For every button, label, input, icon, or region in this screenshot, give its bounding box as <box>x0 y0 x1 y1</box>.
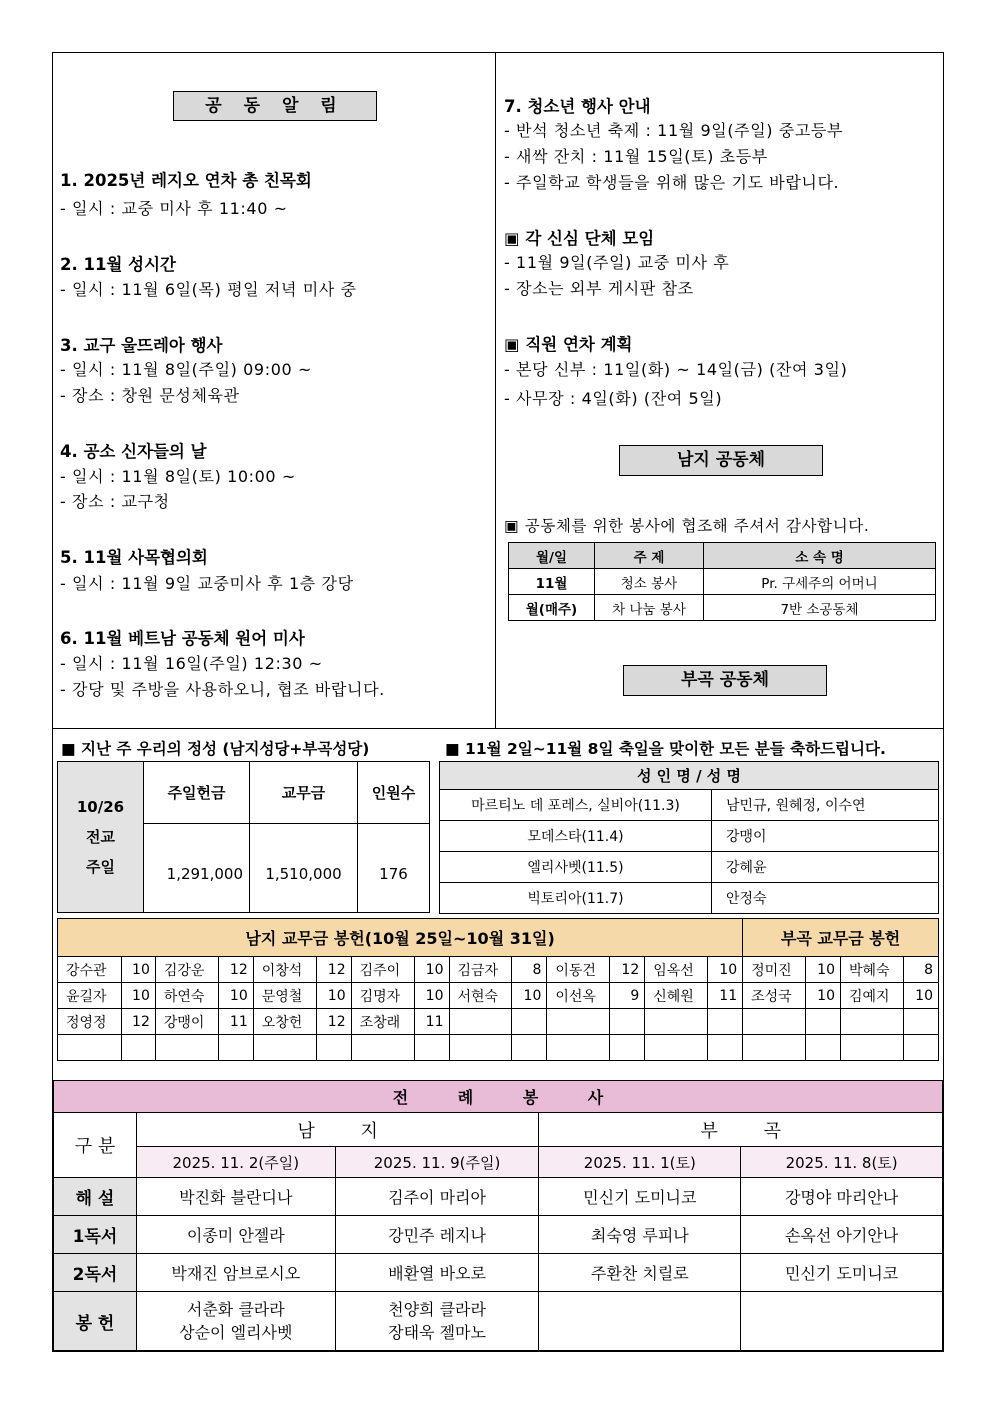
empty-cell <box>351 1035 414 1061</box>
notice-line: - 일시 : 11월 16일(주일) 12:30 ~ <box>60 654 323 673</box>
notice-line: - 일시 : 11월 9일 교중미사 후 1층 강당 <box>60 574 354 593</box>
header-dues: 교무금 <box>250 762 358 824</box>
table-row <box>509 595 936 621</box>
donor-name: 김금자 <box>449 957 512 983</box>
donor-amount: 11 <box>218 1009 253 1035</box>
donor-amount <box>806 1009 841 1035</box>
donor-name <box>547 1009 610 1035</box>
date-header: 2025. 11. 2(주일) <box>136 1147 335 1178</box>
cell-saint: 마르티노 데 포레스, 실비아(11.3) <box>440 790 712 821</box>
donor-name: 서현숙 <box>449 983 512 1009</box>
notice-heading: 7. 청소년 행사 안내 <box>504 97 651 116</box>
namji-label: 남 지 <box>136 1113 539 1147</box>
notice-line: - 일시 : 11월 8일(토) 10:00 ~ <box>60 467 296 486</box>
notice-line: - 장소 : 교구청 <box>60 492 170 511</box>
empty-cell <box>58 1035 122 1061</box>
namji-service-table <box>508 542 936 621</box>
donor-amount: 10 <box>806 957 841 983</box>
cell-date: 월(매주) <box>509 595 595 621</box>
table-row <box>440 790 939 821</box>
notices-section <box>53 53 943 729</box>
donor-name: 정미진 <box>743 957 806 983</box>
bugok-label: 부 곡 <box>539 1113 943 1147</box>
donor-name: 문영철 <box>253 983 316 1009</box>
donation-table <box>57 918 939 1061</box>
donor-amount: 12 <box>610 957 645 983</box>
offering-date-cell <box>58 762 144 913</box>
notice-heading: 6. 11월 베트남 공동체 원어 미사 <box>60 629 305 648</box>
notice-line: - 사무장 : 4일(화) (잔여 5일) <box>504 389 723 408</box>
assignee <box>741 1292 943 1351</box>
assignee: 강민주 레지나 <box>335 1216 539 1254</box>
table-row <box>440 883 939 914</box>
assignee: 주환찬 치릴로 <box>539 1254 741 1292</box>
table-row <box>58 1035 939 1061</box>
role-label: 2독서 <box>54 1254 137 1292</box>
col-header-topic: 주 제 <box>595 543 704 569</box>
table-row <box>509 569 936 595</box>
assignee-name: 천양희 클라라 <box>388 1300 486 1319</box>
empty-cell <box>708 1035 743 1061</box>
liturgy-title: 전 례 봉 사 <box>54 1081 943 1113</box>
empty-cell <box>806 1035 841 1061</box>
value-dues: 1,510,000 <box>250 824 358 913</box>
donor-name: 이선옥 <box>547 983 610 1009</box>
table-row <box>440 852 939 883</box>
table-row <box>54 1292 943 1351</box>
table-row <box>440 821 939 852</box>
assignee-name: 상순이 엘리사벳 <box>179 1323 293 1342</box>
donor-name <box>841 1009 904 1035</box>
empty-cell <box>155 1035 218 1061</box>
assignee <box>539 1292 741 1351</box>
assignee: 박진화 블란디나 <box>136 1178 335 1216</box>
cell-names: 강맹이 <box>712 821 939 852</box>
donor-amount: 10 <box>316 983 351 1009</box>
role-label: 1독서 <box>54 1216 137 1254</box>
assignee-name: 장태욱 젤마노 <box>388 1323 486 1342</box>
notice-heading: 5. 11월 사목협의회 <box>60 548 208 567</box>
cell-saint: 빅토리아(11.7) <box>440 883 712 914</box>
role-label: 봉 헌 <box>54 1292 137 1351</box>
donor-amount: 10 <box>121 983 155 1009</box>
empty-cell <box>316 1035 351 1061</box>
notice-line: - 11월 9일(주일) 교중 미사 후 <box>504 253 730 272</box>
empty-cell <box>414 1035 449 1061</box>
donor-name: 정영정 <box>58 1009 122 1035</box>
offering-date: 10/26 <box>76 798 125 816</box>
donor-amount <box>708 1009 743 1035</box>
cell-names: 강혜윤 <box>712 852 939 883</box>
donor-amount: 10 <box>512 983 547 1009</box>
notices-title: 공 동 알 림 <box>173 91 377 121</box>
table-row <box>58 1009 939 1035</box>
donor-name: 김주이 <box>351 957 414 983</box>
date-header: 2025. 11. 9(주일) <box>335 1147 539 1178</box>
empty-cell <box>645 1035 708 1061</box>
empty-cell <box>218 1035 253 1061</box>
notice-line: - 일시 : 11월 8일(주일) 09:00 ~ <box>60 360 312 379</box>
offering-date-line: 전교 <box>86 828 115 846</box>
notice-line: - 일시 : 11월 6일(목) 평일 저녁 미사 중 <box>60 280 357 299</box>
assignee: 배환열 바오로 <box>335 1254 539 1292</box>
assignee: 강명야 마리안나 <box>741 1178 943 1216</box>
donor-name: 조창래 <box>351 1009 414 1035</box>
donor-amount: 10 <box>121 957 155 983</box>
donor-name: 김명자 <box>351 983 414 1009</box>
notice-line: - 반석 청소년 축제 : 11월 9일(주일) 중고등부 <box>504 121 844 140</box>
empty-cell <box>121 1035 155 1061</box>
donor-name: 강맹이 <box>155 1009 218 1035</box>
empty-cell <box>253 1035 316 1061</box>
donor-amount: 10 <box>218 983 253 1009</box>
cell-topic: 청소 봉사 <box>595 569 704 595</box>
table-row <box>54 1254 943 1292</box>
assignee-name: 서춘화 클라라 <box>186 1300 285 1319</box>
table-row <box>58 983 939 1009</box>
notice-line: - 장소는 외부 게시판 참조 <box>504 279 694 298</box>
notice-heading: 2. 11월 성시간 <box>60 255 176 274</box>
donor-name: 오창헌 <box>253 1009 316 1035</box>
notice-line: - 새싹 잔치 : 11월 15일(토) 초등부 <box>504 147 768 166</box>
bugok-community-title: 부곡 공동체 <box>623 665 827 696</box>
role-label: 해 설 <box>54 1178 137 1216</box>
cell-group: Pr. 구세주의 어머니 <box>704 569 936 595</box>
cell-saint: 모데스타(11.4) <box>440 821 712 852</box>
donor-name: 이동건 <box>547 957 610 983</box>
donor-name: 하연숙 <box>155 983 218 1009</box>
namji-donation-header: 남지 교무금 봉헌(10월 25일~10월 31일) <box>58 919 743 957</box>
assignee: 손옥선 아기안나 <box>741 1216 943 1254</box>
liturgy-table <box>53 1080 943 1351</box>
donor-name: 이창석 <box>253 957 316 983</box>
donor-name: 김강운 <box>155 957 218 983</box>
notice-heading: ▣ 각 신심 단체 모임 <box>504 229 655 248</box>
cell-date: 11월 <box>509 569 595 595</box>
offering-section <box>53 729 943 1069</box>
table-row <box>54 1216 943 1254</box>
bulletin-page <box>52 52 944 1352</box>
header-sunday-offering: 주일헌금 <box>144 762 250 824</box>
cell-topic: 차 나눔 봉사 <box>595 595 704 621</box>
table-row <box>54 1178 943 1216</box>
namji-community-title: 남지 공동체 <box>619 445 823 476</box>
donor-amount: 8 <box>512 957 547 983</box>
notice-line: - 주일학교 학생들을 위해 많은 기도 바랍니다. <box>504 173 840 192</box>
donor-amount: 11 <box>414 1009 449 1035</box>
offering-heading: ■ 지난 주 우리의 정성 (남지성당+부곡성당) <box>61 740 370 758</box>
bugok-donation-header: 부곡 교무금 봉헌 <box>743 919 939 957</box>
donor-amount: 11 <box>708 983 743 1009</box>
donor-name: 강수관 <box>58 957 122 983</box>
notice-heading: 1. 2025년 레지오 연차 총 친목회 <box>60 171 312 190</box>
notice-heading: 3. 교구 울뜨레아 행사 <box>60 336 223 355</box>
donor-amount: 10 <box>414 957 449 983</box>
value-sunday-offering: 1,291,000 <box>144 824 250 913</box>
donor-amount <box>610 1009 645 1035</box>
empty-cell <box>449 1035 512 1061</box>
empty-cell <box>610 1035 645 1061</box>
notices-right-column <box>496 53 943 729</box>
notice-heading: 4. 공소 신자들의 날 <box>60 442 207 461</box>
notice-line: - 강당 및 주방을 사용하오니, 협조 바랍니다. <box>60 680 385 699</box>
notice-line: - 일시 : 교중 미사 후 11:40 ~ <box>60 199 288 218</box>
donor-amount: 12 <box>316 1009 351 1035</box>
assignee: 이종미 안젤라 <box>136 1216 335 1254</box>
donor-amount: 10 <box>903 983 938 1009</box>
assignee: 박재진 암브로시오 <box>136 1254 335 1292</box>
donor-name <box>449 1009 512 1035</box>
assignee: 최숙영 루피나 <box>539 1216 741 1254</box>
col-header-group: 소 속 명 <box>704 543 936 569</box>
empty-cell <box>547 1035 610 1061</box>
empty-cell <box>512 1035 547 1061</box>
donor-name: 박혜숙 <box>841 957 904 983</box>
donor-name: 윤길자 <box>58 983 122 1009</box>
liturgy-section <box>53 1080 943 1351</box>
donor-name: 김예지 <box>841 983 904 1009</box>
cell-group: 7반 소공동체 <box>704 595 936 621</box>
assignee: 민신기 도미니코 <box>741 1254 943 1292</box>
namji-service-note: ▣ 공동체를 위한 봉사에 협조해 주셔서 감사합니다. <box>504 517 870 535</box>
empty-cell <box>841 1035 904 1061</box>
cell-saint: 엘리사벳(11.5) <box>440 852 712 883</box>
notices-left-column <box>53 53 496 729</box>
notice-line: - 본당 신부 : 11일(화) ~ 14일(금) (잔여 3일) <box>504 360 848 379</box>
empty-cell <box>743 1035 806 1061</box>
assignee <box>136 1292 335 1351</box>
birthday-table-header: 성 인 명 / 성 명 <box>440 762 939 790</box>
donor-amount: 12 <box>218 957 253 983</box>
col-header-date: 월/일 <box>509 543 595 569</box>
value-attendance: 176 <box>358 824 430 913</box>
date-header: 2025. 11. 1(토) <box>539 1147 741 1178</box>
cell-names: 안정숙 <box>712 883 939 914</box>
assignee <box>335 1292 539 1351</box>
cell-names: 남민규, 원혜정, 이수연 <box>712 790 939 821</box>
donor-amount <box>512 1009 547 1035</box>
assignee: 민신기 도미니코 <box>539 1178 741 1216</box>
donor-name: 임옥선 <box>645 957 708 983</box>
empty-cell <box>903 1035 938 1061</box>
table-row <box>58 957 939 983</box>
donor-amount: 10 <box>414 983 449 1009</box>
donor-amount: 12 <box>316 957 351 983</box>
donor-name: 신혜원 <box>645 983 708 1009</box>
date-header: 2025. 11. 8(토) <box>741 1147 943 1178</box>
assignee: 김주이 마리아 <box>335 1178 539 1216</box>
donor-name <box>743 1009 806 1035</box>
offering-date-line: 주일 <box>86 858 115 876</box>
category-label: 구 분 <box>54 1113 137 1178</box>
notice-heading: ▣ 직원 연차 계획 <box>504 335 633 354</box>
notice-line: - 장소 : 창원 문성체육관 <box>60 386 240 405</box>
donor-name <box>645 1009 708 1035</box>
donor-amount: 10 <box>708 957 743 983</box>
header-attendance: 인원수 <box>358 762 430 824</box>
birthday-heading: ■ 11월 2일~11월 8일 축일을 맞이한 모든 분들 축하드립니다. <box>445 740 886 758</box>
donor-name: 조성국 <box>743 983 806 1009</box>
donor-amount: 9 <box>610 983 645 1009</box>
birthday-table <box>439 761 939 914</box>
donor-amount: 12 <box>121 1009 155 1035</box>
donor-amount: 8 <box>903 957 938 983</box>
donor-amount <box>903 1009 938 1035</box>
offering-table <box>57 761 430 913</box>
donor-amount: 10 <box>806 983 841 1009</box>
